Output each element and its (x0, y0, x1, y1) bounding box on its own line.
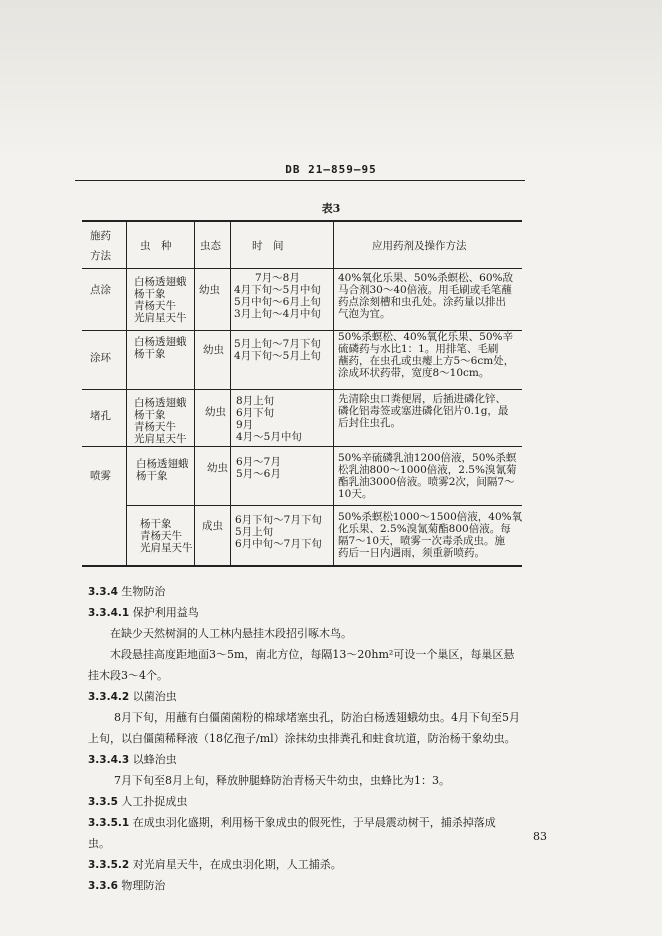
stage-cell: 成虫 (202, 520, 223, 532)
time-cell: 6月～7月 (236, 456, 281, 468)
paragraph-line: 8月下旬，用蘸有白僵菌菌粉的棉球堵塞虫孔，防治白杨透翅蛾幼虫。4月下旬至5月 (114, 711, 520, 724)
pest-cell: 青杨天牛 (140, 530, 182, 542)
pest-cell: 青杨天牛 (134, 421, 176, 433)
chem-line: 10天。 (338, 488, 373, 500)
paragraph-line: 7月下旬至8月上旬，释放肿腿蜂防治青杨天牛幼虫，虫蜂比为1：3。 (114, 774, 450, 787)
chem-line: 气泡为宜。 (338, 308, 391, 320)
header-chem: 应用药剂及操作方法 (372, 240, 467, 252)
header-method-1: 施药 (90, 230, 111, 242)
chem-line: 后封住虫孔。 (338, 417, 401, 429)
time-cell: 9月 (236, 419, 254, 431)
chem-line: 松乳油800～1000倍液，2.5%溴氰菊 (338, 464, 517, 476)
chem-line: 硫磷药与水比1：1。用排笔、毛刷 (338, 343, 499, 355)
header-method-2: 方法 (90, 250, 111, 262)
paragraph-line: 上旬，以白僵菌稀释液（18亿孢子/ml）涂抹幼虫排粪孔和蛀食坑道，防治杨干象幼虫。 (88, 732, 516, 745)
page-shadow (0, 0, 662, 160)
time-cell: 5月上旬 (235, 526, 274, 538)
stage-cell: 幼虫 (205, 406, 226, 418)
pest-cell: 杨干象 (134, 348, 166, 360)
time-cell: 4月下旬～5月中旬 (234, 284, 321, 296)
header-time: 时 间 (252, 240, 284, 252)
header-rule (75, 180, 525, 181)
stage-cell: 幼虫 (207, 462, 228, 474)
chem-line: 蘸药，在虫孔或虫瘿上方5～6cm处， (338, 355, 515, 367)
method-cell: 喷雾 (90, 470, 111, 482)
paragraph-line: 3.3.5.2 对光肩星天牛，在成虫羽化期，人工捕杀。 (88, 858, 342, 871)
chem-line: 40%氧化乐果、50%杀螟松、60%敌 (338, 272, 514, 284)
header-pest: 虫 种 (140, 240, 172, 252)
chem-line: 马合剂30～40倍液。用毛刷或毛笔蘸 (338, 284, 512, 296)
paragraph-line: 木段悬挂高度距地面3～5m，南北方位，每隔13～20hm²可设一个巢区，每巢区悬 (110, 648, 515, 661)
chem-line: 酯乳油3000倍液。喷雾2次，间隔7～ (338, 476, 515, 488)
pest-cell: 杨干象 (136, 470, 168, 482)
method-cell: 点涂 (90, 284, 111, 296)
time-cell: 6月下旬～7月下旬 (235, 514, 322, 526)
pest-cell: 白杨透翅蛾 (136, 458, 189, 470)
pest-cell: 光肩星天牛 (140, 542, 193, 554)
pest-cell: 光肩星天牛 (134, 433, 187, 445)
time-cell: 6月下旬 (236, 407, 275, 419)
time-cell: 5月～6月 (236, 468, 281, 480)
time-cell: 4月～5月中旬 (236, 431, 302, 443)
pest-cell: 白杨透翅蛾 (134, 397, 187, 409)
time-cell: 4月下旬～5月上旬 (234, 350, 321, 362)
chem-line: 药后一日内遇雨，须重新喷药。 (338, 547, 485, 559)
pest-cell: 杨干象 (140, 518, 172, 530)
time-cell: 7月～8月 (255, 272, 300, 284)
section-heading: 3.3.4.1 保护利用益鸟 (88, 606, 199, 619)
chem-line: 磷化铝毒签或塞进磷化铝片0.1g，最 (338, 405, 509, 417)
stage-cell: 幼虫 (203, 344, 224, 356)
pest-cell: 青杨天牛 (134, 300, 176, 312)
chem-line: 50%杀螟松、40%氧化乐果、50%辛 (338, 331, 514, 343)
section-heading: 3.3.4.3 以蜂治虫 (88, 753, 177, 766)
time-cell: 3月上旬～4月中旬 (234, 308, 321, 320)
standard-code: DB 21—859—95 (285, 163, 377, 176)
pest-cell: 白杨透翅蛾 (134, 276, 187, 288)
time-cell: 5月中旬～6月上旬 (234, 296, 321, 308)
time-cell: 5月上旬～7月下旬 (234, 338, 321, 350)
chem-line: 50%辛硫磷乳油1200倍液，50%杀螟 (338, 452, 517, 464)
time-cell: 8月上旬 (236, 395, 275, 407)
pest-cell: 杨干象 (134, 288, 166, 300)
pest-cell: 白杨透翅蛾 (134, 336, 187, 348)
header-stage: 虫态 (200, 240, 221, 252)
chem-line: 先清除虫口粪便屑，后插进磷化锌、 (338, 393, 506, 405)
time-cell: 6月中旬～7月下旬 (235, 538, 322, 550)
chem-line: 隔7～10天，喷雾一次毒杀成虫。施 (338, 535, 506, 547)
table-title: 表3 (321, 202, 341, 215)
stage-cell: 幼虫 (199, 284, 220, 296)
section-heading: 3.3.4.2 以菌治虫 (88, 690, 177, 703)
chem-line: 涂成环状药带，宽度8～10cm。 (338, 367, 490, 379)
method-cell: 涂环 (90, 352, 111, 364)
chem-line: 药点涂刻槽和虫孔处。涂药量以排出 (338, 296, 506, 308)
chem-line: 化乐果、2.5%溴氰菊酯800倍液。每 (338, 523, 511, 535)
section-heading: 3.3.6 物理防治 (88, 879, 166, 892)
paragraph-line: 在缺少天然树洞的人工林内悬挂木段招引啄木鸟。 (110, 627, 352, 640)
pest-cell: 光肩星天牛 (134, 312, 187, 324)
section-heading: 3.3.5 人工扑捉成虫 (88, 795, 188, 808)
paragraph-line: 3.3.5.1 在成虫羽化盛期，利用杨干象成虫的假死性，于早晨震动树干，捕杀掉落成 (88, 816, 496, 829)
section-heading: 3.3.4 生物防治 (88, 585, 166, 598)
page-number: 83 (533, 830, 547, 843)
pest-cell: 杨干象 (134, 409, 166, 421)
method-cell: 堵孔 (90, 410, 111, 422)
paragraph-line: 挂木段3～4个。 (88, 669, 168, 682)
chem-line: 50%杀螟松1000～1500倍液，40%氧 (338, 511, 523, 523)
paragraph-line: 虫。 (88, 837, 110, 850)
